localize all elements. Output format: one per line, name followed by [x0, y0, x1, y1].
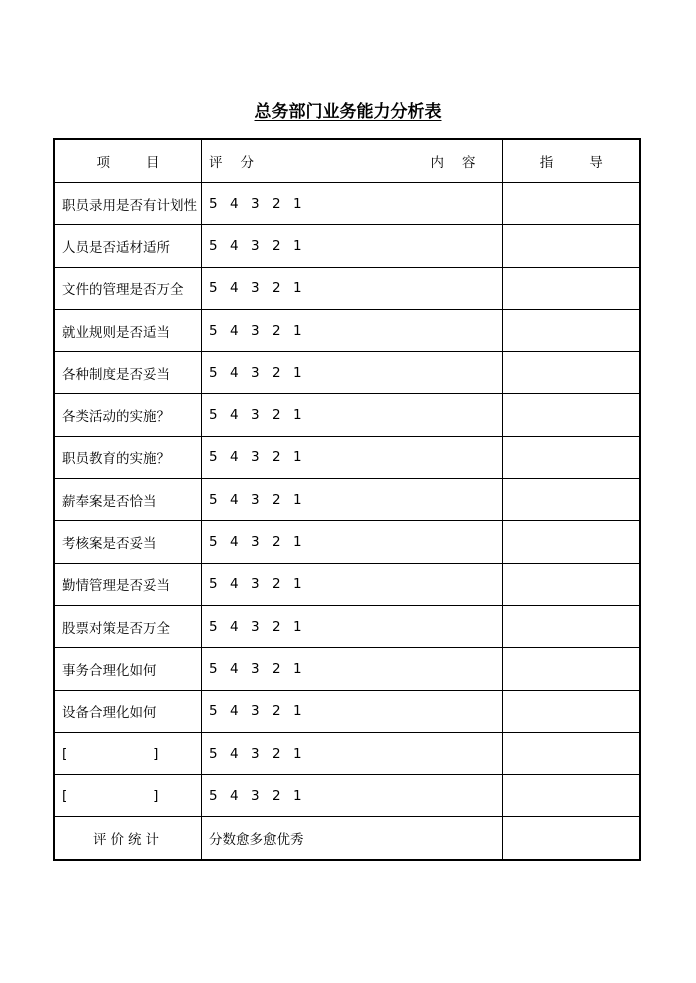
- score-option-4: 4: [230, 787, 239, 804]
- row-score-cell: [202, 563, 503, 605]
- score-option-2: 2: [272, 449, 281, 466]
- row-item-label: 考核案是否妥当: [62, 536, 157, 553]
- score-option-5: 5: [209, 364, 218, 381]
- row-guide-cell: [503, 563, 640, 605]
- row-item-label: [ ]: [62, 787, 159, 804]
- header-score-char-1: 评: [209, 155, 223, 171]
- row-item-label: 职员录用是否有计划性: [62, 197, 197, 214]
- row-guide-cell: [503, 267, 640, 309]
- table-row: [54, 225, 640, 267]
- score-option-5: 5: [209, 195, 218, 212]
- table-row: [54, 775, 640, 817]
- score-option-1: 1: [293, 703, 302, 720]
- row-item-cell: [54, 267, 202, 309]
- score-option-1: 1: [293, 195, 302, 212]
- score-option-1: 1: [293, 745, 302, 762]
- score-option-3: 3: [251, 407, 260, 424]
- row-item-cell: [54, 563, 202, 605]
- score-option-1: 1: [293, 534, 302, 551]
- row-item-label: 各种制度是否妥当: [62, 366, 170, 383]
- score-option-3: 3: [251, 237, 260, 254]
- header-score-cell: [202, 139, 503, 183]
- table-row: [54, 479, 640, 521]
- score-option-1: 1: [293, 364, 302, 381]
- score-option-2: 2: [272, 703, 281, 720]
- score-option-2: 2: [272, 280, 281, 297]
- row-item-label: [ ]: [62, 745, 159, 762]
- analysis-table: [53, 138, 641, 861]
- score-option-1: 1: [293, 322, 302, 339]
- row-score-cell: [202, 775, 503, 817]
- score-option-3: 3: [251, 745, 260, 762]
- score-option-4: 4: [230, 491, 239, 508]
- header-content-char-1: 内: [430, 155, 444, 171]
- score-option-1: 1: [293, 449, 302, 466]
- score-option-5: 5: [209, 237, 218, 254]
- row-guide-cell: [503, 479, 640, 521]
- row-item-cell: [54, 183, 202, 225]
- row-item-cell: [54, 521, 202, 563]
- row-score-cell: [202, 225, 503, 267]
- row-item-cell: [54, 352, 202, 394]
- row-item-cell: [54, 605, 202, 647]
- score-option-4: 4: [230, 322, 239, 339]
- row-score-cell: [202, 352, 503, 394]
- row-item-cell: [54, 479, 202, 521]
- header-guide-char-1: 指: [539, 155, 554, 171]
- score-option-4: 4: [230, 195, 239, 212]
- row-guide-cell: [503, 309, 640, 351]
- row-item-label: 职员教育的实施？: [62, 451, 170, 468]
- row-item-label: 就业规则是否适当: [62, 324, 170, 341]
- table-row: [54, 521, 640, 563]
- score-option-5: 5: [209, 787, 218, 804]
- score-option-4: 4: [230, 237, 239, 254]
- row-guide-cell: [503, 225, 640, 267]
- row-guide-cell: [503, 394, 640, 436]
- row-guide-cell: [503, 605, 640, 647]
- score-option-5: 5: [209, 534, 218, 551]
- header-guide-cell: [503, 139, 640, 183]
- score-option-4: 4: [230, 576, 239, 593]
- score-option-3: 3: [251, 534, 260, 551]
- header-item-char-2: 目: [146, 155, 160, 171]
- row-guide-cell: [503, 352, 640, 394]
- score-option-1: 1: [293, 787, 302, 804]
- header-item-cell: [54, 139, 202, 183]
- score-option-3: 3: [251, 449, 260, 466]
- summary-label: 评价统计: [54, 817, 202, 860]
- score-option-3: 3: [251, 364, 260, 381]
- score-option-2: 2: [272, 195, 281, 212]
- score-option-1: 1: [293, 576, 302, 593]
- score-option-2: 2: [272, 407, 281, 424]
- row-score-cell: [202, 732, 503, 774]
- score-option-3: 3: [251, 491, 260, 508]
- row-score-cell: [202, 309, 503, 351]
- score-option-3: 3: [251, 618, 260, 635]
- summary-row: [54, 817, 640, 860]
- score-option-2: 2: [272, 576, 281, 593]
- row-guide-cell: [503, 732, 640, 774]
- row-score-cell: [202, 394, 503, 436]
- row-item-cell: [54, 436, 202, 478]
- table-row: [54, 352, 640, 394]
- table-row: [54, 436, 640, 478]
- score-option-2: 2: [272, 322, 281, 339]
- table-row: [54, 183, 640, 225]
- row-item-label: 各类活动的实施？: [62, 409, 170, 426]
- score-option-4: 4: [230, 703, 239, 720]
- row-guide-cell: [503, 690, 640, 732]
- row-score-cell: [202, 436, 503, 478]
- score-option-3: 3: [251, 576, 260, 593]
- score-option-4: 4: [230, 280, 239, 297]
- score-option-2: 2: [272, 787, 281, 804]
- summary-text: 分数愈多愈优秀: [202, 817, 503, 860]
- row-score-cell: [202, 690, 503, 732]
- row-item-cell: [54, 309, 202, 351]
- score-option-5: 5: [209, 322, 218, 339]
- table-row: [54, 267, 640, 309]
- score-option-2: 2: [272, 237, 281, 254]
- row-item-cell: [54, 225, 202, 267]
- row-score-cell: [202, 267, 503, 309]
- score-option-2: 2: [272, 364, 281, 381]
- table-row: [54, 690, 640, 732]
- score-option-3: 3: [251, 280, 260, 297]
- score-option-5: 5: [209, 491, 218, 508]
- row-guide-cell: [503, 521, 640, 563]
- document-title: [0, 97, 696, 122]
- score-option-4: 4: [230, 745, 239, 762]
- score-option-5: 5: [209, 618, 218, 635]
- score-option-3: 3: [251, 703, 260, 720]
- score-option-2: 2: [272, 618, 281, 635]
- table-row: [54, 394, 640, 436]
- score-option-2: 2: [272, 660, 281, 677]
- score-option-1: 1: [293, 660, 302, 677]
- score-option-5: 5: [209, 407, 218, 424]
- score-option-4: 4: [230, 660, 239, 677]
- row-item-cell: [54, 394, 202, 436]
- table-header-row: [54, 139, 640, 183]
- header-item-char-1: 项: [96, 155, 111, 171]
- score-option-4: 4: [230, 364, 239, 381]
- score-option-5: 5: [209, 280, 218, 297]
- table-row: [54, 309, 640, 351]
- row-guide-cell: [503, 436, 640, 478]
- score-option-5: 5: [209, 449, 218, 466]
- score-option-4: 4: [230, 407, 239, 424]
- document-title-text: 总务部门业务能力分析表: [254, 102, 442, 122]
- score-option-4: 4: [230, 449, 239, 466]
- header-content-char-2: 容: [461, 155, 476, 171]
- row-item-label: 事务合理化如何: [62, 662, 157, 679]
- row-guide-cell: [503, 775, 640, 817]
- row-score-cell: [202, 183, 503, 225]
- score-option-3: 3: [251, 322, 260, 339]
- score-option-3: 3: [251, 660, 260, 677]
- summary-guide-cell: [503, 817, 640, 860]
- table-row: [54, 648, 640, 690]
- header-guide-char-2: 导: [589, 155, 603, 171]
- row-score-cell: [202, 648, 503, 690]
- row-item-cell: [54, 775, 202, 817]
- score-option-1: 1: [293, 491, 302, 508]
- score-option-5: 5: [209, 576, 218, 593]
- score-option-5: 5: [209, 745, 218, 762]
- row-item-label: 设备合理化如何: [62, 705, 157, 722]
- table-row: [54, 605, 640, 647]
- score-option-2: 2: [272, 534, 281, 551]
- row-item-cell: [54, 732, 202, 774]
- row-guide-cell: [503, 183, 640, 225]
- row-item-cell: [54, 690, 202, 732]
- score-option-2: 2: [272, 491, 281, 508]
- row-item-label: 文件的管理是否万全: [62, 282, 184, 299]
- row-score-cell: [202, 605, 503, 647]
- score-option-5: 5: [209, 703, 218, 720]
- row-guide-cell: [503, 648, 640, 690]
- analysis-table-body: [54, 139, 640, 860]
- row-score-cell: [202, 479, 503, 521]
- score-option-1: 1: [293, 237, 302, 254]
- score-option-2: 2: [272, 745, 281, 762]
- score-option-4: 4: [230, 618, 239, 635]
- row-item-label: 股票对策是否万全: [62, 620, 170, 637]
- table-row: [54, 732, 640, 774]
- header-score-char-2: 分: [240, 155, 255, 171]
- score-option-5: 5: [209, 660, 218, 677]
- row-item-label: 勤情管理是否妥当: [62, 578, 170, 595]
- score-option-4: 4: [230, 534, 239, 551]
- table-row: [54, 563, 640, 605]
- score-option-3: 3: [251, 195, 260, 212]
- score-option-1: 1: [293, 618, 302, 635]
- score-option-1: 1: [293, 280, 302, 297]
- row-item-cell: [54, 648, 202, 690]
- row-item-label: 人员是否适材适所: [62, 239, 170, 256]
- row-score-cell: [202, 521, 503, 563]
- score-option-1: 1: [293, 407, 302, 424]
- row-item-label: 薪奉案是否恰当: [62, 493, 157, 510]
- score-option-3: 3: [251, 787, 260, 804]
